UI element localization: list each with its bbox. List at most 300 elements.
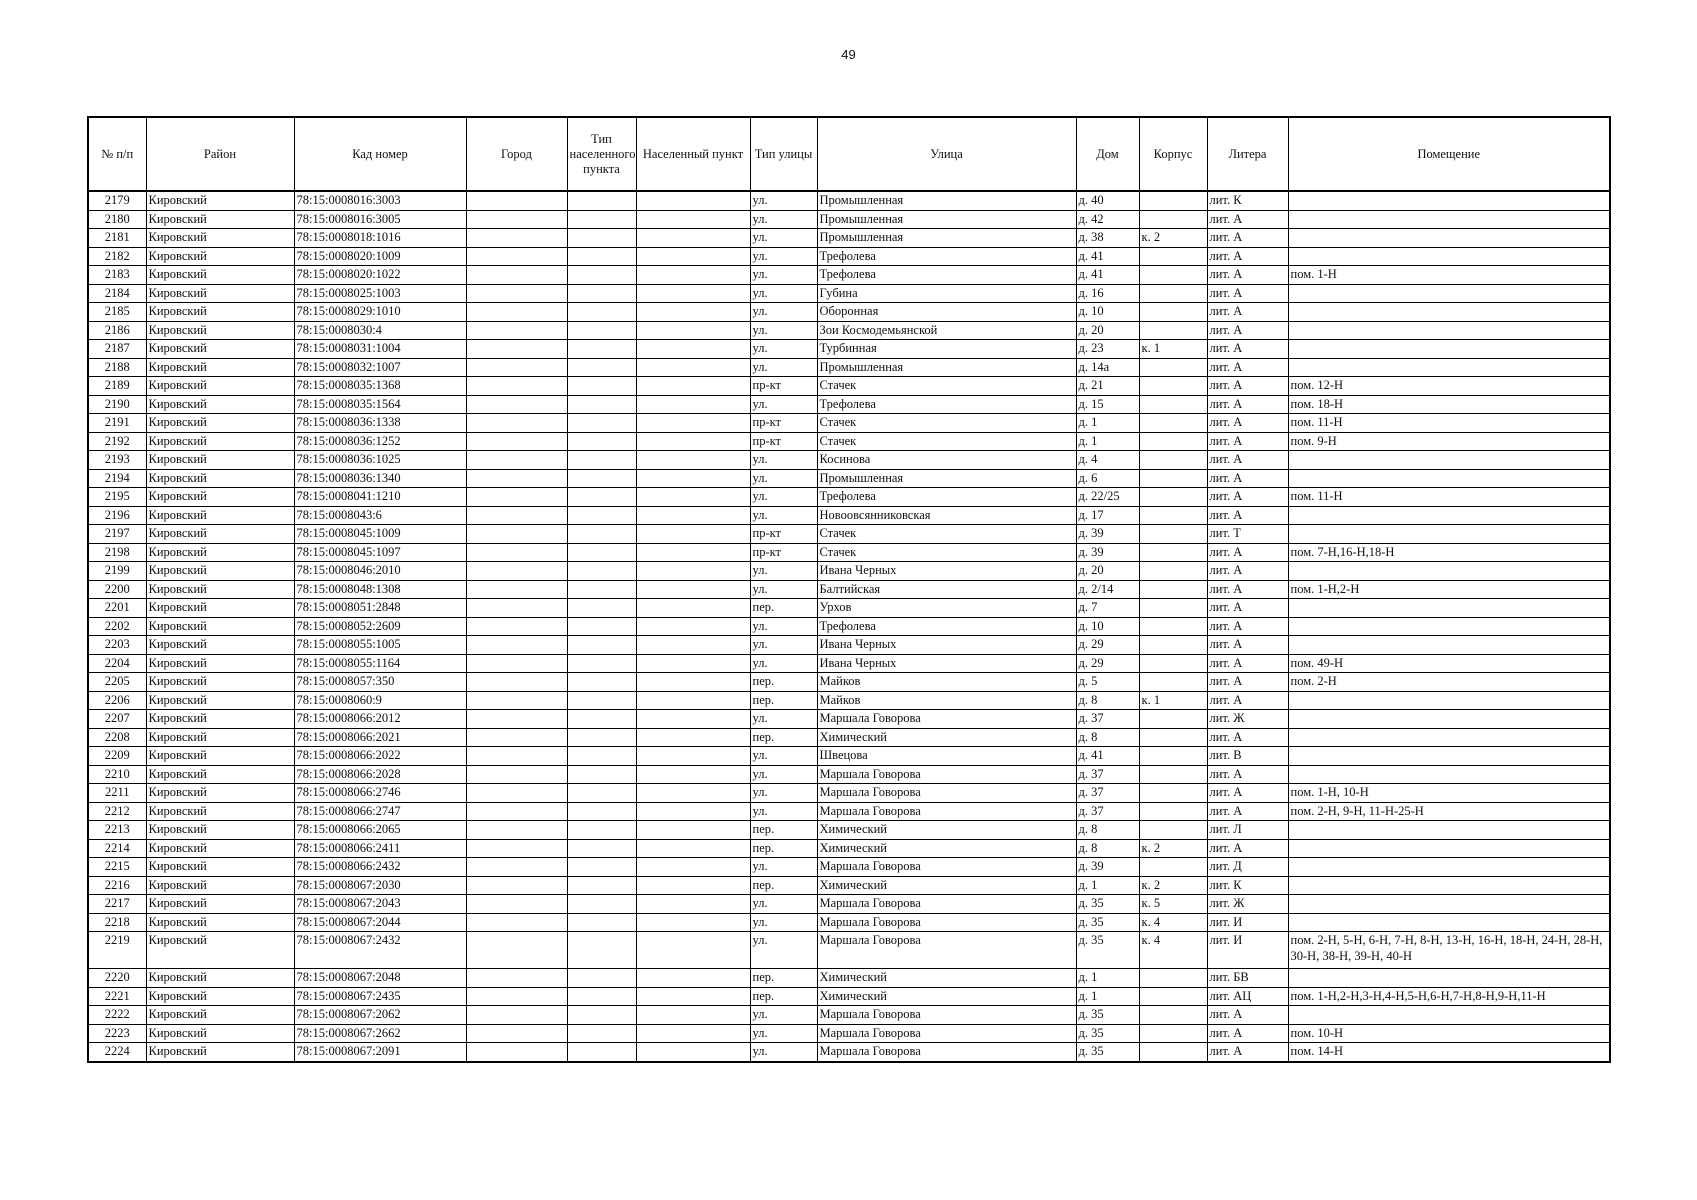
premises-cell bbox=[1288, 506, 1610, 525]
street-cell: Майков bbox=[817, 673, 1076, 692]
premises-cell: пом. 10-Н bbox=[1288, 1024, 1610, 1043]
house-cell: д. 8 bbox=[1076, 691, 1139, 710]
city-cell bbox=[466, 432, 567, 451]
letter-cell: лит. А bbox=[1207, 395, 1288, 414]
table-row bbox=[88, 710, 1610, 729]
building-cell bbox=[1139, 414, 1207, 433]
settlement-cell bbox=[636, 358, 750, 377]
street-type-cell: ул. bbox=[750, 303, 817, 322]
street-cell: Маршала Говорова bbox=[817, 895, 1076, 914]
settlement-cell bbox=[636, 728, 750, 747]
row-number-cell: 2207 bbox=[88, 710, 146, 729]
letter-cell: лит. А bbox=[1207, 728, 1288, 747]
building-cell bbox=[1139, 580, 1207, 599]
building-cell bbox=[1139, 543, 1207, 562]
district-cell: Кировский bbox=[146, 858, 294, 877]
header-cell: Город bbox=[466, 117, 567, 191]
house-cell: д. 5 bbox=[1076, 673, 1139, 692]
letter-cell: лит. А bbox=[1207, 654, 1288, 673]
city-cell bbox=[466, 303, 567, 322]
page-number: 49 bbox=[841, 47, 856, 62]
row-number-cell: 2218 bbox=[88, 913, 146, 932]
header-cell: Литера bbox=[1207, 117, 1288, 191]
table-row bbox=[88, 451, 1610, 470]
table-row bbox=[88, 839, 1610, 858]
building-cell bbox=[1139, 525, 1207, 544]
cadastral-number-cell: 78:15:0008041:1210 bbox=[294, 488, 466, 507]
house-cell: д. 7 bbox=[1076, 599, 1139, 618]
building-cell: к. 5 bbox=[1139, 895, 1207, 914]
street-type-cell: пер. bbox=[750, 728, 817, 747]
letter-cell: лит. А bbox=[1207, 506, 1288, 525]
premises-cell bbox=[1288, 617, 1610, 636]
settlement-type-cell bbox=[567, 395, 636, 414]
city-cell bbox=[466, 654, 567, 673]
table-row bbox=[88, 488, 1610, 507]
city-cell bbox=[466, 932, 567, 969]
city-cell bbox=[466, 266, 567, 285]
row-number-cell: 2209 bbox=[88, 747, 146, 766]
street-cell: Маршала Говорова bbox=[817, 932, 1076, 969]
letter-cell: лит. Д bbox=[1207, 858, 1288, 877]
street-cell: Маршала Говорова bbox=[817, 1024, 1076, 1043]
street-type-cell: пр-кт bbox=[750, 414, 817, 433]
settlement-type-cell bbox=[567, 1024, 636, 1043]
street-cell: Химический bbox=[817, 969, 1076, 988]
street-cell: Маршала Говорова bbox=[817, 765, 1076, 784]
letter-cell: лит. А bbox=[1207, 303, 1288, 322]
street-cell: Новоовсянниковская bbox=[817, 506, 1076, 525]
cadastral-number-cell: 78:15:0008045:1097 bbox=[294, 543, 466, 562]
letter-cell: лит. А bbox=[1207, 802, 1288, 821]
settlement-cell bbox=[636, 654, 750, 673]
premises-cell bbox=[1288, 728, 1610, 747]
row-number-cell: 2216 bbox=[88, 876, 146, 895]
premises-cell bbox=[1288, 525, 1610, 544]
settlement-type-cell bbox=[567, 673, 636, 692]
street-type-cell: ул. bbox=[750, 451, 817, 470]
table-row bbox=[88, 321, 1610, 340]
cadastral-number-cell: 78:15:0008048:1308 bbox=[294, 580, 466, 599]
row-number-cell: 2187 bbox=[88, 340, 146, 359]
city-cell bbox=[466, 340, 567, 359]
district-cell: Кировский bbox=[146, 636, 294, 655]
settlement-cell bbox=[636, 599, 750, 618]
street-type-cell: пер. bbox=[750, 839, 817, 858]
table-row bbox=[88, 395, 1610, 414]
city-cell bbox=[466, 488, 567, 507]
premises-cell bbox=[1288, 247, 1610, 266]
cadastral-number-cell: 78:15:0008020:1009 bbox=[294, 247, 466, 266]
building-cell bbox=[1139, 303, 1207, 322]
building-cell bbox=[1139, 987, 1207, 1006]
street-type-cell: пр-кт bbox=[750, 543, 817, 562]
settlement-type-cell bbox=[567, 765, 636, 784]
house-cell: д. 21 bbox=[1076, 377, 1139, 396]
street-type-cell: ул. bbox=[750, 191, 817, 210]
street-cell: Трефолева bbox=[817, 247, 1076, 266]
building-cell: к. 4 bbox=[1139, 913, 1207, 932]
settlement-cell bbox=[636, 1024, 750, 1043]
premises-cell: пом. 11-Н bbox=[1288, 414, 1610, 433]
street-cell: Маршала Говорова bbox=[817, 913, 1076, 932]
settlement-type-cell bbox=[567, 691, 636, 710]
street-type-cell: ул. bbox=[750, 710, 817, 729]
street-cell: Стачек bbox=[817, 543, 1076, 562]
street-type-cell: ул. bbox=[750, 562, 817, 581]
table-body bbox=[88, 191, 1610, 1062]
building-cell bbox=[1139, 765, 1207, 784]
house-cell: д. 39 bbox=[1076, 543, 1139, 562]
street-cell: Оборонная bbox=[817, 303, 1076, 322]
building-cell bbox=[1139, 821, 1207, 840]
row-number-cell: 2205 bbox=[88, 673, 146, 692]
settlement-type-cell bbox=[567, 580, 636, 599]
letter-cell: лит. АЦ bbox=[1207, 987, 1288, 1006]
letter-cell: лит. А bbox=[1207, 284, 1288, 303]
premises-cell bbox=[1288, 451, 1610, 470]
letter-cell: лит. А bbox=[1207, 247, 1288, 266]
row-number-cell: 2217 bbox=[88, 895, 146, 914]
settlement-type-cell bbox=[567, 303, 636, 322]
table-row bbox=[88, 210, 1610, 229]
street-cell: Трефолева bbox=[817, 266, 1076, 285]
street-type-cell: ул. bbox=[750, 858, 817, 877]
header-cell: Кад номер bbox=[294, 117, 466, 191]
street-cell: Промышленная bbox=[817, 358, 1076, 377]
cadastral-number-cell: 78:15:0008066:2065 bbox=[294, 821, 466, 840]
cadastral-number-cell: 78:15:0008020:1022 bbox=[294, 266, 466, 285]
street-cell: Маршала Говорова bbox=[817, 802, 1076, 821]
house-cell: д. 38 bbox=[1076, 229, 1139, 248]
cadastral-number-cell: 78:15:0008066:2432 bbox=[294, 858, 466, 877]
district-cell: Кировский bbox=[146, 1043, 294, 1062]
street-cell: Зои Космодемьянской bbox=[817, 321, 1076, 340]
settlement-type-cell bbox=[567, 839, 636, 858]
street-type-cell: ул. bbox=[750, 580, 817, 599]
building-cell bbox=[1139, 673, 1207, 692]
settlement-cell bbox=[636, 617, 750, 636]
property-table bbox=[87, 116, 1611, 1063]
city-cell bbox=[466, 247, 567, 266]
cadastral-number-cell: 78:15:0008035:1368 bbox=[294, 377, 466, 396]
settlement-cell bbox=[636, 673, 750, 692]
table-row bbox=[88, 247, 1610, 266]
district-cell: Кировский bbox=[146, 451, 294, 470]
house-cell: д. 37 bbox=[1076, 765, 1139, 784]
table-row bbox=[88, 784, 1610, 803]
district-cell: Кировский bbox=[146, 191, 294, 210]
street-type-cell: ул. bbox=[750, 229, 817, 248]
table-row bbox=[88, 562, 1610, 581]
street-type-cell: ул. bbox=[750, 321, 817, 340]
district-cell: Кировский bbox=[146, 1006, 294, 1025]
letter-cell: лит. А bbox=[1207, 562, 1288, 581]
settlement-type-cell bbox=[567, 543, 636, 562]
house-cell: д. 37 bbox=[1076, 802, 1139, 821]
table-row bbox=[88, 1024, 1610, 1043]
settlement-type-cell bbox=[567, 969, 636, 988]
building-cell: к. 2 bbox=[1139, 876, 1207, 895]
cadastral-number-cell: 78:15:0008067:2030 bbox=[294, 876, 466, 895]
street-type-cell: ул. bbox=[750, 636, 817, 655]
building-cell bbox=[1139, 247, 1207, 266]
premises-cell: пом. 49-Н bbox=[1288, 654, 1610, 673]
settlement-type-cell bbox=[567, 284, 636, 303]
table-header-row bbox=[88, 117, 1610, 191]
street-type-cell: ул. bbox=[750, 488, 817, 507]
house-cell: д. 29 bbox=[1076, 636, 1139, 655]
street-type-cell: ул. bbox=[750, 210, 817, 229]
district-cell: Кировский bbox=[146, 913, 294, 932]
district-cell: Кировский bbox=[146, 210, 294, 229]
building-cell bbox=[1139, 469, 1207, 488]
premises-cell: пом. 12-Н bbox=[1288, 377, 1610, 396]
row-number-cell: 2183 bbox=[88, 266, 146, 285]
premises-cell: пом. 7-Н,16-Н,18-Н bbox=[1288, 543, 1610, 562]
house-cell: д. 35 bbox=[1076, 895, 1139, 914]
row-number-cell: 2219 bbox=[88, 932, 146, 969]
district-cell: Кировский bbox=[146, 432, 294, 451]
district-cell: Кировский bbox=[146, 266, 294, 285]
row-number-cell: 2224 bbox=[88, 1043, 146, 1062]
premises-cell bbox=[1288, 229, 1610, 248]
building-cell bbox=[1139, 321, 1207, 340]
settlement-type-cell bbox=[567, 414, 636, 433]
settlement-type-cell bbox=[567, 432, 636, 451]
street-cell: Промышленная bbox=[817, 210, 1076, 229]
building-cell bbox=[1139, 747, 1207, 766]
settlement-cell bbox=[636, 895, 750, 914]
city-cell bbox=[466, 987, 567, 1006]
table-row bbox=[88, 987, 1610, 1006]
building-cell: к. 2 bbox=[1139, 229, 1207, 248]
row-number-cell: 2208 bbox=[88, 728, 146, 747]
row-number-cell: 2214 bbox=[88, 839, 146, 858]
city-cell bbox=[466, 673, 567, 692]
row-number-cell: 2198 bbox=[88, 543, 146, 562]
row-number-cell: 2191 bbox=[88, 414, 146, 433]
settlement-cell bbox=[636, 247, 750, 266]
premises-cell bbox=[1288, 1006, 1610, 1025]
settlement-cell bbox=[636, 858, 750, 877]
premises-cell bbox=[1288, 876, 1610, 895]
building-cell: к. 2 bbox=[1139, 839, 1207, 858]
district-cell: Кировский bbox=[146, 821, 294, 840]
row-number-cell: 2213 bbox=[88, 821, 146, 840]
header-cell: Район bbox=[146, 117, 294, 191]
settlement-cell bbox=[636, 321, 750, 340]
letter-cell: лит. Ж bbox=[1207, 895, 1288, 914]
settlement-type-cell bbox=[567, 1043, 636, 1062]
row-number-cell: 2185 bbox=[88, 303, 146, 322]
city-cell bbox=[466, 284, 567, 303]
settlement-cell bbox=[636, 340, 750, 359]
settlement-type-cell bbox=[567, 821, 636, 840]
street-cell: Урхов bbox=[817, 599, 1076, 618]
street-cell: Стачек bbox=[817, 432, 1076, 451]
premises-cell bbox=[1288, 765, 1610, 784]
settlement-cell bbox=[636, 802, 750, 821]
cadastral-number-cell: 78:15:0008066:2411 bbox=[294, 839, 466, 858]
street-type-cell: пр-кт bbox=[750, 377, 817, 396]
city-cell bbox=[466, 636, 567, 655]
cadastral-number-cell: 78:15:0008066:2022 bbox=[294, 747, 466, 766]
row-number-cell: 2222 bbox=[88, 1006, 146, 1025]
row-number-cell: 2181 bbox=[88, 229, 146, 248]
street-type-cell: ул. bbox=[750, 340, 817, 359]
street-cell: Швецова bbox=[817, 747, 1076, 766]
settlement-type-cell bbox=[567, 987, 636, 1006]
premises-cell bbox=[1288, 895, 1610, 914]
letter-cell: лит. Ж bbox=[1207, 710, 1288, 729]
house-cell: д. 16 bbox=[1076, 284, 1139, 303]
letter-cell: лит. А bbox=[1207, 784, 1288, 803]
street-type-cell: пер. bbox=[750, 876, 817, 895]
district-cell: Кировский bbox=[146, 414, 294, 433]
cadastral-number-cell: 78:15:0008036:1025 bbox=[294, 451, 466, 470]
street-type-cell: ул. bbox=[750, 506, 817, 525]
settlement-type-cell bbox=[567, 247, 636, 266]
letter-cell: лит. Т bbox=[1207, 525, 1288, 544]
street-cell: Химический bbox=[817, 839, 1076, 858]
letter-cell: лит. А bbox=[1207, 839, 1288, 858]
city-cell bbox=[466, 562, 567, 581]
street-type-cell: пер. bbox=[750, 987, 817, 1006]
letter-cell: лит. А bbox=[1207, 580, 1288, 599]
city-cell bbox=[466, 913, 567, 932]
table-row bbox=[88, 469, 1610, 488]
city-cell bbox=[466, 710, 567, 729]
premises-cell: пом. 1-Н, 10-Н bbox=[1288, 784, 1610, 803]
letter-cell: лит. А bbox=[1207, 229, 1288, 248]
premises-cell bbox=[1288, 747, 1610, 766]
cadastral-number-cell: 78:15:0008036:1338 bbox=[294, 414, 466, 433]
cadastral-number-cell: 78:15:0008067:2062 bbox=[294, 1006, 466, 1025]
table-row bbox=[88, 1043, 1610, 1062]
settlement-type-cell bbox=[567, 191, 636, 210]
header-cell: Населенный пункт bbox=[636, 117, 750, 191]
cadastral-number-cell: 78:15:0008036:1340 bbox=[294, 469, 466, 488]
header-cell: № п/п bbox=[88, 117, 146, 191]
settlement-type-cell bbox=[567, 469, 636, 488]
settlement-type-cell bbox=[567, 617, 636, 636]
district-cell: Кировский bbox=[146, 969, 294, 988]
building-cell bbox=[1139, 1024, 1207, 1043]
building-cell bbox=[1139, 710, 1207, 729]
premises-cell bbox=[1288, 284, 1610, 303]
premises-cell bbox=[1288, 691, 1610, 710]
row-number-cell: 2193 bbox=[88, 451, 146, 470]
table-row bbox=[88, 506, 1610, 525]
cadastral-number-cell: 78:15:0008030:4 bbox=[294, 321, 466, 340]
cadastral-number-cell: 78:15:0008045:1009 bbox=[294, 525, 466, 544]
letter-cell: лит. А bbox=[1207, 691, 1288, 710]
table-row bbox=[88, 913, 1610, 932]
street-type-cell: пер. bbox=[750, 969, 817, 988]
letter-cell: лит. БВ bbox=[1207, 969, 1288, 988]
letter-cell: лит. В bbox=[1207, 747, 1288, 766]
cadastral-number-cell: 78:15:0008055:1005 bbox=[294, 636, 466, 655]
cadastral-number-cell: 78:15:0008036:1252 bbox=[294, 432, 466, 451]
letter-cell: лит. А bbox=[1207, 469, 1288, 488]
settlement-type-cell bbox=[567, 229, 636, 248]
house-cell: д. 1 bbox=[1076, 876, 1139, 895]
city-cell bbox=[466, 747, 567, 766]
row-number-cell: 2215 bbox=[88, 858, 146, 877]
district-cell: Кировский bbox=[146, 377, 294, 396]
row-number-cell: 2199 bbox=[88, 562, 146, 581]
building-cell: к. 4 bbox=[1139, 932, 1207, 969]
row-number-cell: 2189 bbox=[88, 377, 146, 396]
cadastral-number-cell: 78:15:0008031:1004 bbox=[294, 340, 466, 359]
premises-cell bbox=[1288, 321, 1610, 340]
table-row bbox=[88, 765, 1610, 784]
premises-cell: пом. 1-Н,2-Н,3-Н,4-Н,5-Н,6-Н,7-Н,8-Н,9-Н,11-Н bbox=[1288, 987, 1610, 1006]
premises-cell bbox=[1288, 599, 1610, 618]
building-cell bbox=[1139, 506, 1207, 525]
house-cell: д. 20 bbox=[1076, 321, 1139, 340]
settlement-cell bbox=[636, 913, 750, 932]
row-number-cell: 2184 bbox=[88, 284, 146, 303]
row-number-cell: 2212 bbox=[88, 802, 146, 821]
row-number-cell: 2201 bbox=[88, 599, 146, 618]
letter-cell: лит. А bbox=[1207, 358, 1288, 377]
premises-cell: пом. 18-Н bbox=[1288, 395, 1610, 414]
house-cell: д. 8 bbox=[1076, 821, 1139, 840]
letter-cell: лит. А bbox=[1207, 543, 1288, 562]
table-row bbox=[88, 1006, 1610, 1025]
cadastral-number-cell: 78:15:0008067:2432 bbox=[294, 932, 466, 969]
row-number-cell: 2206 bbox=[88, 691, 146, 710]
table-row bbox=[88, 895, 1610, 914]
house-cell: д. 41 bbox=[1076, 747, 1139, 766]
city-cell bbox=[466, 580, 567, 599]
settlement-cell bbox=[636, 876, 750, 895]
street-type-cell: ул. bbox=[750, 1024, 817, 1043]
street-type-cell: пр-кт bbox=[750, 432, 817, 451]
district-cell: Кировский bbox=[146, 765, 294, 784]
table-row bbox=[88, 525, 1610, 544]
settlement-cell bbox=[636, 469, 750, 488]
row-number-cell: 2196 bbox=[88, 506, 146, 525]
city-cell bbox=[466, 358, 567, 377]
settlement-cell bbox=[636, 580, 750, 599]
premises-cell bbox=[1288, 303, 1610, 322]
table-row bbox=[88, 673, 1610, 692]
premises-cell bbox=[1288, 636, 1610, 655]
street-type-cell: ул. bbox=[750, 654, 817, 673]
premises-cell: пом. 11-Н bbox=[1288, 488, 1610, 507]
cadastral-number-cell: 78:15:0008066:2012 bbox=[294, 710, 466, 729]
city-cell bbox=[466, 543, 567, 562]
settlement-type-cell bbox=[567, 1006, 636, 1025]
district-cell: Кировский bbox=[146, 469, 294, 488]
city-cell bbox=[466, 1024, 567, 1043]
city-cell bbox=[466, 876, 567, 895]
table-row bbox=[88, 932, 1610, 969]
street-type-cell: пер. bbox=[750, 599, 817, 618]
building-cell bbox=[1139, 432, 1207, 451]
city-cell bbox=[466, 395, 567, 414]
city-cell bbox=[466, 525, 567, 544]
city-cell bbox=[466, 1043, 567, 1062]
premises-cell bbox=[1288, 358, 1610, 377]
street-type-cell: ул. bbox=[750, 247, 817, 266]
cadastral-number-cell: 78:15:0008057:350 bbox=[294, 673, 466, 692]
settlement-cell bbox=[636, 525, 750, 544]
building-cell bbox=[1139, 654, 1207, 673]
